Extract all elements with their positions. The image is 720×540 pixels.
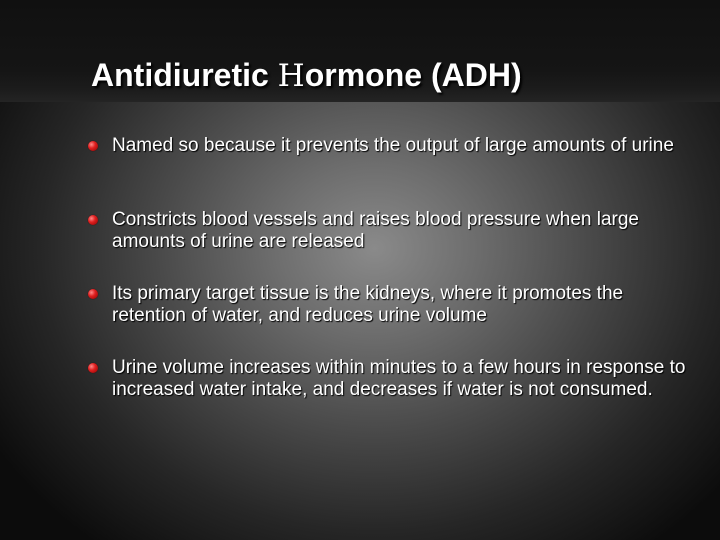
bullet-text: Constricts blood vessels and raises blood pressure when large amounts of urine are released — [112, 209, 639, 252]
bullet-item — [88, 135, 688, 209]
bullet-text: Its primary target tissue is the kidneys, where it promotes the retention of water, and reduces urine volume — [112, 283, 624, 326]
bullet-dot-icon — [88, 289, 98, 299]
bullet-text: Named so because it prevents the output of large amounts of urine — [112, 135, 674, 156]
bullet-list — [88, 135, 688, 427]
bullet-dot-icon — [88, 141, 98, 151]
bullet-item — [88, 209, 688, 283]
slide-title — [91, 53, 522, 98]
title-h-letter: H — [277, 58, 305, 94]
title-part-2: ormone (ADH) — [304, 57, 522, 93]
bullet-item — [88, 283, 688, 357]
title-part-1: Antidiuretic — [91, 57, 278, 93]
bullet-dot-icon — [88, 363, 98, 373]
bullet-item — [88, 357, 688, 427]
bullet-dot-icon — [88, 215, 98, 225]
bullet-text: Urine volume increases within minutes to a few hours in response to increased water intake, and decreases if water is not consumed. — [112, 357, 686, 400]
